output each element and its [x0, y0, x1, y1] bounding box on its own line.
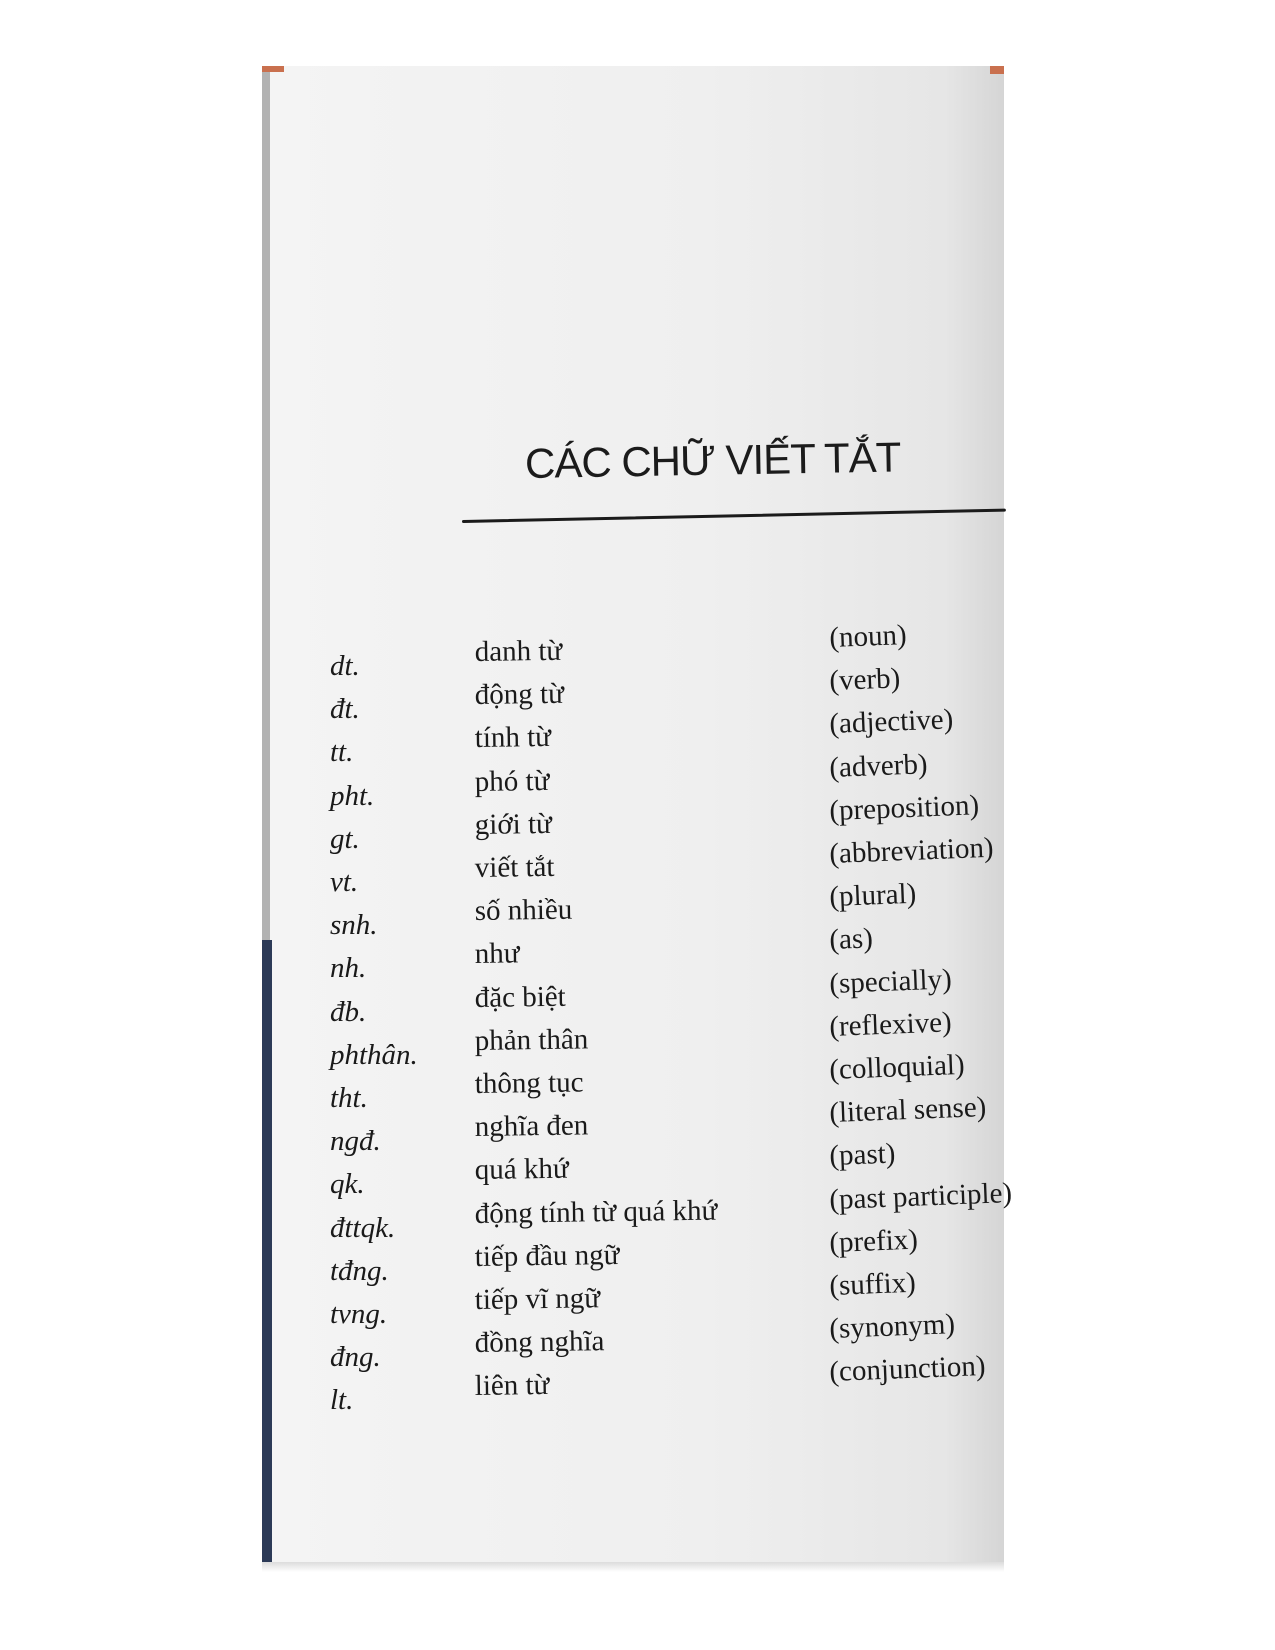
english-term: (plural) [828, 877, 917, 914]
abbreviation: tvng. [330, 1298, 388, 1330]
abbreviation: snh. [330, 909, 378, 942]
english-term: (suffix) [828, 1266, 917, 1303]
abbreviation: phthân. [330, 1038, 418, 1071]
english-term: (noun) [828, 619, 908, 655]
english-term: (colloquial) [828, 1048, 966, 1087]
abbreviation: ngđ. [330, 1125, 381, 1158]
abbreviation: đng. [330, 1341, 381, 1374]
english-term: (adjective) [828, 703, 954, 741]
english-term: (prefix) [828, 1223, 919, 1259]
cover-corner [990, 66, 1004, 74]
english-term: (abbreviation) [828, 831, 995, 871]
abbreviation: gt. [330, 822, 360, 855]
cover-corner [262, 66, 284, 72]
vietnamese-term: danh từ [474, 634, 563, 669]
vietnamese-term: thông tục [474, 1066, 584, 1101]
english-term: (adverb) [828, 747, 929, 784]
english-term: (preposition) [828, 789, 980, 827]
abbreviation: vt. [330, 866, 359, 898]
english-term: (past) [828, 1137, 896, 1173]
page-title: CÁC CHỮ VIẾT TẮT [524, 433, 901, 487]
english-term: (reflexive) [828, 1006, 953, 1043]
vietnamese-term: tính từ [474, 721, 552, 755]
english-term: (specially) [828, 962, 953, 1000]
vietnamese-term: phản thân [474, 1023, 589, 1057]
abbreviation: qk. [330, 1168, 365, 1201]
abbreviation: tđng. [330, 1254, 389, 1287]
vietnamese-term: giới từ [474, 807, 552, 841]
vietnamese-term: phó từ [474, 764, 550, 798]
vietnamese-term: đặc biệt [474, 980, 566, 1014]
vietnamese-term: số nhiều [474, 893, 573, 928]
vietnamese-term: liên từ [474, 1369, 550, 1403]
vietnamese-term: động tính từ quá khứ [474, 1194, 718, 1230]
abbreviation: lt. [330, 1384, 354, 1417]
english-term: (conjunction) [828, 1350, 987, 1389]
english-term: (synonym) [828, 1308, 956, 1346]
vietnamese-term: động từ [474, 677, 565, 712]
vietnamese-term: tiếp đầu ngữ [474, 1238, 620, 1273]
english-term: (as) [828, 922, 874, 957]
vietnamese-term: nghĩa đen [474, 1109, 589, 1144]
abbreviation: nh. [330, 952, 367, 985]
vietnamese-term: đồng nghĩa [474, 1325, 605, 1360]
english-term: (literal sense) [828, 1091, 987, 1130]
abbreviation: đb. [330, 995, 367, 1028]
vietnamese-term: tiếp vĩ ngữ [474, 1282, 601, 1317]
abbreviation: pht. [330, 779, 375, 812]
abbreviation: đttqk. [330, 1211, 396, 1244]
abbreviation: tt. [330, 736, 354, 769]
vietnamese-term: viết tắt [474, 850, 555, 885]
english-term: (past participle) [828, 1176, 1013, 1216]
abbreviation: đt. [330, 693, 360, 726]
abbreviation: dt. [330, 650, 360, 682]
page-bottom-edge [262, 1562, 1004, 1572]
vietnamese-term: quá khứ [474, 1153, 569, 1187]
english-term: (verb) [828, 662, 901, 698]
vietnamese-term: như [474, 937, 520, 971]
abbreviation: tht. [330, 1082, 368, 1114]
